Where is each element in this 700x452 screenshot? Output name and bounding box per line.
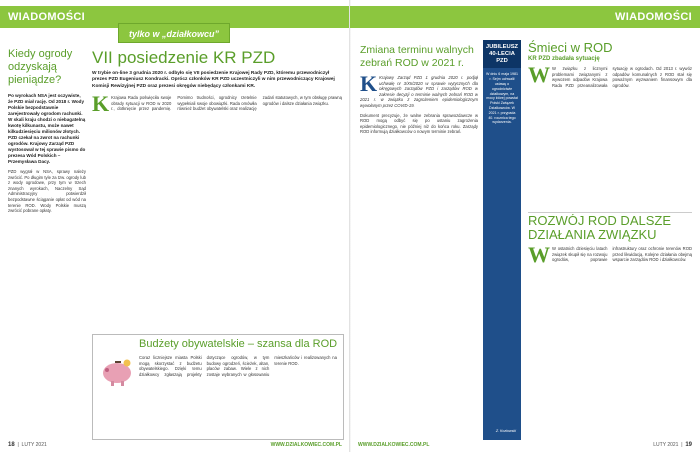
dropcap: W bbox=[528, 242, 550, 267]
jubilee-sidebar bbox=[483, 40, 521, 440]
section-label: WIADOMOŚCI bbox=[615, 11, 692, 23]
jubilee-head: JUBILEUSZ 40-LECIA PZD bbox=[483, 40, 521, 68]
footer-right: LUTY 2021 | 19 bbox=[653, 442, 692, 448]
main-headline: VII posiedzenie KR PZD bbox=[92, 48, 276, 67]
budget-body-columns bbox=[139, 355, 337, 435]
side-lead: Po wyrokach NSA jest oczywiste, że PZD miał rację. Od 2018 r. Wody Polskie bezpodstawnie zarejestrowały ogrodom rachunki. W skali kraju chodzi o niebagatelną kwotę kilkunastu, może nawet kilkudziesięciu milionów złotych. PZD czekał na zwrot na rachunki ogrodów. Krajowy Zarząd PZD wystosował w tej sprawie pismo do prezesa Wód Polskich – Przemysława Dacy. bbox=[8, 93, 86, 164]
waste-body: W związku z licznymi problemami związanymi z wywozem odpadów Krajowa Rada PZD przeanalizowała sytuację w ogrodach. Od 2013 r. wywóz odpadów komunalnych z ROD stał się poważnym wyzwaniem finansowym dla ogrodów. bbox=[552, 66, 692, 88]
site-url[interactable]: WWW.DZIALKOWIEC.COM.PL bbox=[358, 442, 430, 448]
waste-body-columns bbox=[528, 62, 692, 88]
main-lead: W trybie on-line 3 grudnia 2020 r. odbyło się VII posiedzenie Krajowej Rady PZD, któremu przewodniczył prezes PZD Eugeniusz Kondracki. Oprócz członków KR PZD uczestniczyli w nim przewodniczący Krajowej Komisji Rewizyjnej PZD oraz prezesi okręgów niebędący członkami KR. bbox=[92, 71, 335, 89]
meetings-lead-wrap bbox=[360, 71, 478, 109]
meetings-lead: Krajowy Zarząd PZD 1 grudnia 2020 r. podjął uchwałę nr 3/XII/2020 w sprawie wytycznych dla okręgowych zarządów PZD i zarządów ROD w zakresie decyzji o terminie walnych zebrań ROD w 2021 r. w związku z zagrożeniem epidemiologicznym wywołanym przez COVID-19. bbox=[360, 75, 478, 108]
divider bbox=[528, 212, 692, 213]
budget-box bbox=[92, 334, 344, 440]
issue-date: LUTY 2021 bbox=[21, 442, 47, 448]
footer-left: 18 | LUTY 2021 bbox=[8, 442, 47, 448]
development-article bbox=[528, 214, 692, 438]
piggy-bank-icon bbox=[99, 355, 135, 387]
dropcap: K bbox=[92, 91, 110, 117]
main-body-columns bbox=[92, 91, 342, 117]
page-number: 19 bbox=[685, 442, 692, 448]
side-body: PZD wygrał w NSA, sprawy należy zwrócić. Po długim tyle za tzw. ogrody lub z wody ogrodowe, przy tym w trzech znanych wyrokach, Naczelny Sąd Administracyjny potwierdził bezpodstawne ściąganie opłat od wód na terenie ROD. Wody Polskie muszą zwrócić pobrane opłaty. bbox=[8, 169, 86, 214]
dropcap: W bbox=[528, 62, 550, 87]
page-number: 18 bbox=[8, 442, 15, 448]
waste-headline: Śmieci w ROD bbox=[528, 40, 613, 55]
development-body: W ostatnich dziesięciu latach związek skupił się na rozwoju ogrodów, poprawie infrastruktury oraz ochronie terenów ROD przed likwidacją. Kolejne działania obejmą wsparcie zarządów ROD i działkowców. bbox=[552, 246, 692, 263]
footer-site-right bbox=[358, 442, 429, 448]
meetings-body: Dokument precyzuje, że walne zebrania sprawozdawcze w ROD mogą odbyć się po ustaniu zagrożenia epidemiologicznego, nie później niż do końca roku. Zarządy ROD informują działkowców o nowym terminie zebrań. bbox=[360, 112, 478, 135]
jubilee-body: W dniu 6 maja 1981 r. Sejm uchwalił ustawę o ogrodnictwie działkowym, na mocy której powstał Polski Związek Działkowców. W 2021 r. przypada 40. rocznica tego wydarzenia. bbox=[486, 72, 518, 125]
side-article bbox=[8, 48, 86, 438]
jubilee-author: Z. Kozłowski bbox=[495, 429, 516, 434]
meetings-article bbox=[360, 44, 478, 440]
meetings-headline: Zmiana terminu walnych zebrań ROD w 2021 r. bbox=[360, 44, 474, 69]
main-article bbox=[92, 48, 342, 330]
side-headline: Kiedy ogrody odzyskają pieniądze? bbox=[8, 48, 73, 86]
waste-article bbox=[528, 40, 692, 210]
main-body: Krajowa Rada poświęciła swoje obrady sytuacji w ROD w 2020 r., dotknięcie przez pandemię. Pomimo trudności, ogrodnicy rzetelnie wypełniali swoje obowiązki. Rada omówiła również budżet obywatelski oraz realizację zadań statutowych, w tym obsługę prawną ogrodów i dalsze działania związku. bbox=[111, 95, 342, 112]
ribbon-label: tylko w „działkowcu” bbox=[129, 29, 220, 39]
development-body-columns bbox=[528, 242, 692, 267]
site-url[interactable]: WWW.DZIALKOWIEC.COM.PL bbox=[270, 442, 342, 448]
exclusive-ribbon bbox=[118, 23, 230, 43]
waste-subheadline: KR PZD zbadała sytuację bbox=[528, 56, 600, 62]
issue-date: LUTY 2021 bbox=[653, 442, 679, 448]
section-header-right bbox=[350, 6, 700, 28]
budget-headline: Budżety obywatelskie – szansa dla ROD bbox=[139, 338, 338, 350]
right-page bbox=[350, 0, 700, 452]
section-label: WIADOMOŚCI bbox=[8, 11, 85, 23]
budget-body: Coraz liczniejsze miasta Polski mogą skorzystać z budżetu obywatelskiego. Dzięki temu działkowcy zgłaszają projekty dotyczące ogrodów, w tym budowy ogrodzeń, ścieżek, altan, placów zabaw. Wiele z nich zostaje wybranych w głosowaniu mieszkańców i realizowanych na terenie ROD. bbox=[139, 355, 337, 377]
dropcap: K bbox=[360, 71, 378, 96]
development-headline: ROZWÓJ ROD DALSZE DZIAŁANIA ZWIĄZKU bbox=[528, 214, 672, 242]
footer-site-left bbox=[271, 442, 342, 448]
